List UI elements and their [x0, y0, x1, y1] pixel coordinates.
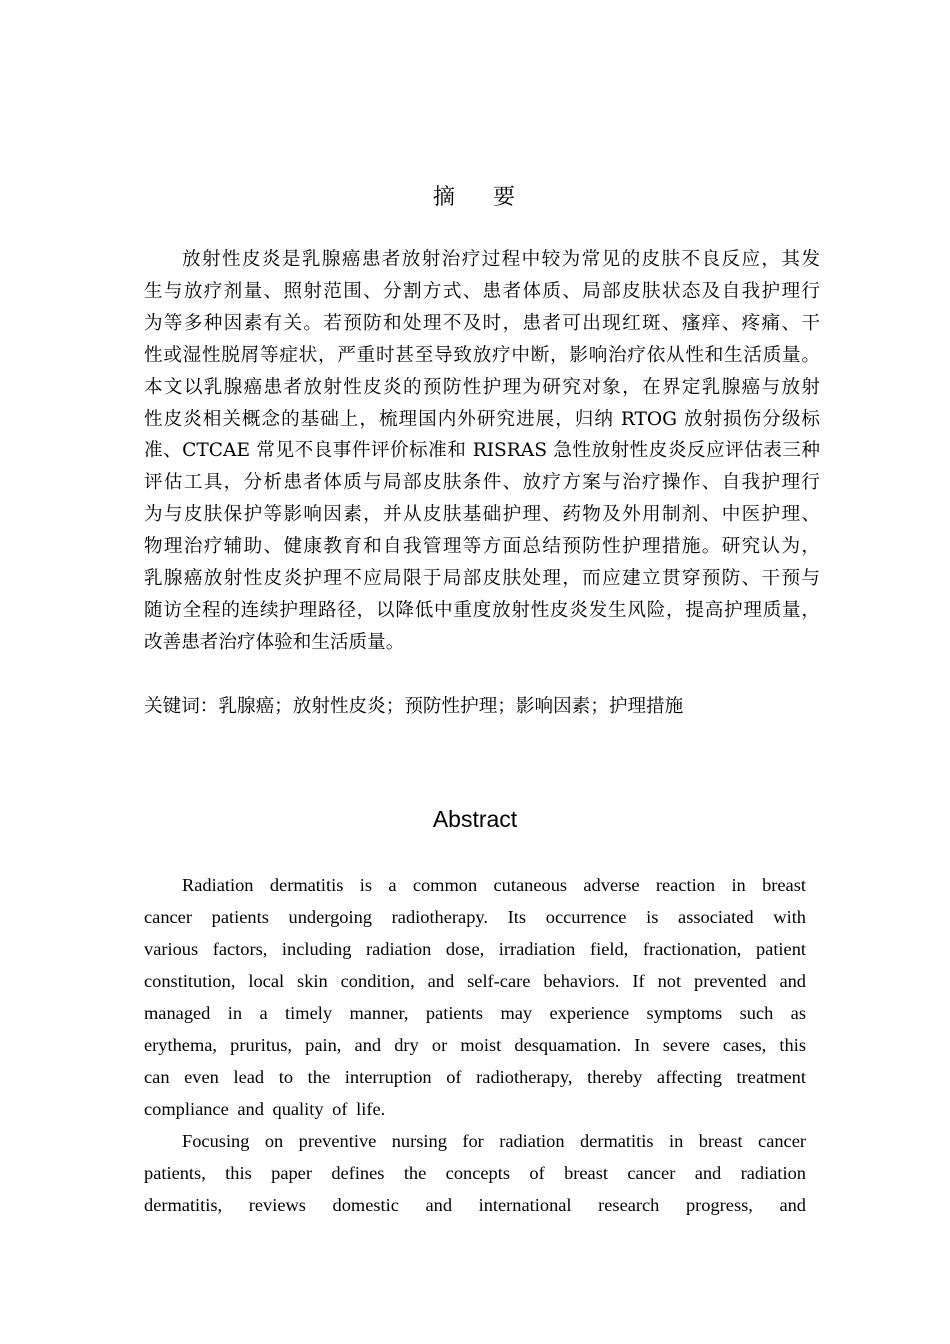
english-abstract-title: Abstract: [432, 806, 518, 832]
en-abstract-line: Focusing on preventive nursing for radiation dermatitis in breast cancer: [182, 1131, 806, 1151]
cn-abstract-line: 为与皮肤保护等影响因素，并从皮肤基础护理、药物及外用制剂、中医护理、: [144, 504, 820, 526]
cn-abstract-line: 评估工具，分析患者体质与局部皮肤条件、放疗方案与治疗操作、自我护理行: [144, 472, 820, 494]
english-abstract-body: [144, 869, 806, 1221]
cn-abstract-line: 本文以乳腺癌患者放射性皮炎的预防性护理为研究对象，在界定乳腺癌与放射: [144, 376, 820, 398]
en-abstract-line: managed in a timely manner, patients may experience symptoms such as: [144, 1003, 806, 1023]
chinese-abstract-title: 摘 要: [433, 185, 517, 210]
cn-abstract-line: 改善患者治疗体验和生活质量。: [144, 631, 405, 653]
cn-abstract-line: 为等多种因素有关。若预防和处理不及时，患者可出现红斑、瘙痒、疼痛、干: [144, 312, 820, 334]
keywords-label: 关键词：: [144, 696, 219, 717]
en-abstract-line: patients, this paper defines the concepts of breast cancer and radiation: [144, 1163, 806, 1183]
en-abstract-line: erythema, pruritus, pain, and dry or moist desquamation. In severe cases, this: [144, 1035, 806, 1055]
en-abstract-line: compliance and quality of life.: [144, 1099, 386, 1119]
en-abstract-line: can even lead to the interruption of radiotherapy, thereby affecting treatment: [144, 1067, 806, 1087]
cn-abstract-line: 随访全程的连续护理路径，以降低中重度放射性皮炎发生风险，提高护理质量，: [144, 599, 820, 621]
cn-abstract-line: 准、CTCAE 常见不良事件评价标准和 RISRAS 急性放射性皮炎反应评估表三种: [144, 440, 820, 462]
cn-abstract-line: 性皮炎相关概念的基础上，梳理国内外研究进展，归纳 RTOG 放射损伤分级标: [144, 408, 820, 430]
keywords-value: 乳腺癌；放射性皮炎；预防性护理；影响因素；护理措施: [218, 696, 684, 717]
en-abstract-line: various factors, including radiation dose, irradiation field, fractionation, patient: [144, 939, 806, 959]
en-abstract-line: Radiation dermatitis is a common cutaneous adverse reaction in breast: [182, 875, 806, 895]
cn-abstract-line: 性或湿性脱屑等症状，严重时甚至导致放疗中断，影响治疗依从性和生活质量。: [144, 344, 820, 366]
chinese-abstract-body: [144, 244, 820, 659]
cn-abstract-line: 放射性皮炎是乳腺癌患者放射治疗过程中较为常见的皮肤不良反应，其发: [182, 249, 820, 270]
keywords-line: [144, 692, 820, 722]
cn-abstract-line: 生与放疗剂量、照射范围、分割方式、患者体质、局部皮肤状态及自我护理行: [144, 280, 820, 302]
cn-abstract-line: 物理治疗辅助、健康教育和自我管理等方面总结预防性护理措施。研究认为，: [144, 536, 820, 558]
en-abstract-line: dermatitis, reviews domestic and international research progress, and: [144, 1195, 806, 1215]
en-abstract-line: constitution, local skin condition, and self-care behaviors. If not prevented and: [144, 971, 806, 991]
cn-abstract-line: 乳腺癌放射性皮炎护理不应局限于局部皮肤处理，而应建立贯穿预防、干预与: [144, 568, 820, 590]
en-abstract-line: cancer patients undergoing radiotherapy. Its occurrence is associated with: [144, 907, 806, 927]
